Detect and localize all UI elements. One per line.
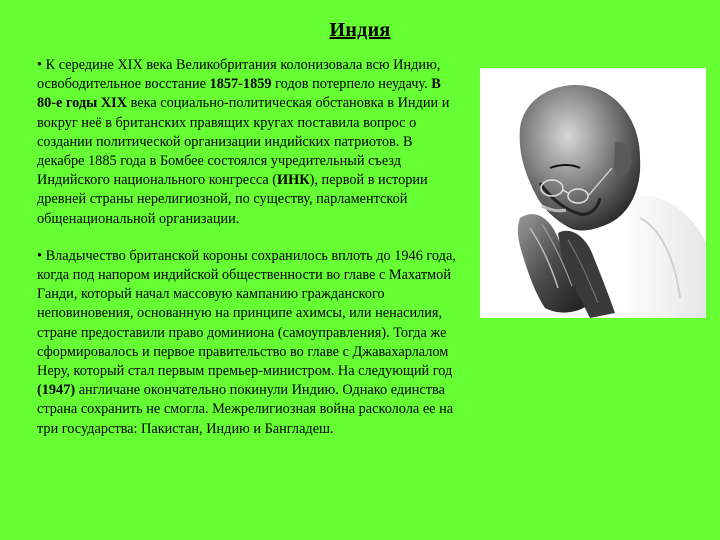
text-run: • Владычество британской короны сохранилось вплоть до 1946 года, когда под напором индийской общественности во главе с Махатмой Ганди, который начал массовую кампанию гражданского неповиновения, основанную на принципе ахимсы, или ненасилия, стране предоставили право доминиона (самоуправления). Тогда же сформировалось и первое правительство во главе с Джавахарлалом Неру, который стал первым премьер-министром. На следующий год — [37, 247, 456, 380]
bold-text-run: (1947) — [37, 382, 76, 399]
text-run: англичане окончательно покинули Индию. Однако единства страна сохранить не смогла. Межрелигиозная война расколола ее на три государства: Пакистан, Индию и Бангладеш. — [37, 382, 454, 437]
text-run: века социально-политическая обстановка в Индии и вокруг неё в британских правящих кругах поставила вопрос о создании политической организации индийских патриотов. В декабре 1885 года в Бомбее состоялся учредительный съезд Индийского национального конгресса ( — [37, 95, 450, 189]
text-run: • К середине XIX века Великобритания колонизовала всю Индию, освободительное восстание — [37, 57, 441, 93]
bold-text-run: ИНК — [277, 172, 310, 189]
portrait-photo — [480, 68, 706, 318]
paragraph-2 — [37, 247, 463, 439]
body-text — [37, 56, 463, 439]
text-run: годов потерпело неудачу. — [271, 76, 432, 93]
bold-text-run: В 80-е годы XIX — [37, 76, 441, 112]
slide-title: Индия — [329, 19, 391, 41]
bold-text-run: 1857-1859 — [209, 76, 272, 93]
text-run: ), первой в истории древней страны нерелигиозной, по существу, парламентской общенациональной организации. — [37, 172, 428, 227]
portrait-image — [480, 68, 706, 318]
paragraph-1 — [37, 56, 463, 229]
